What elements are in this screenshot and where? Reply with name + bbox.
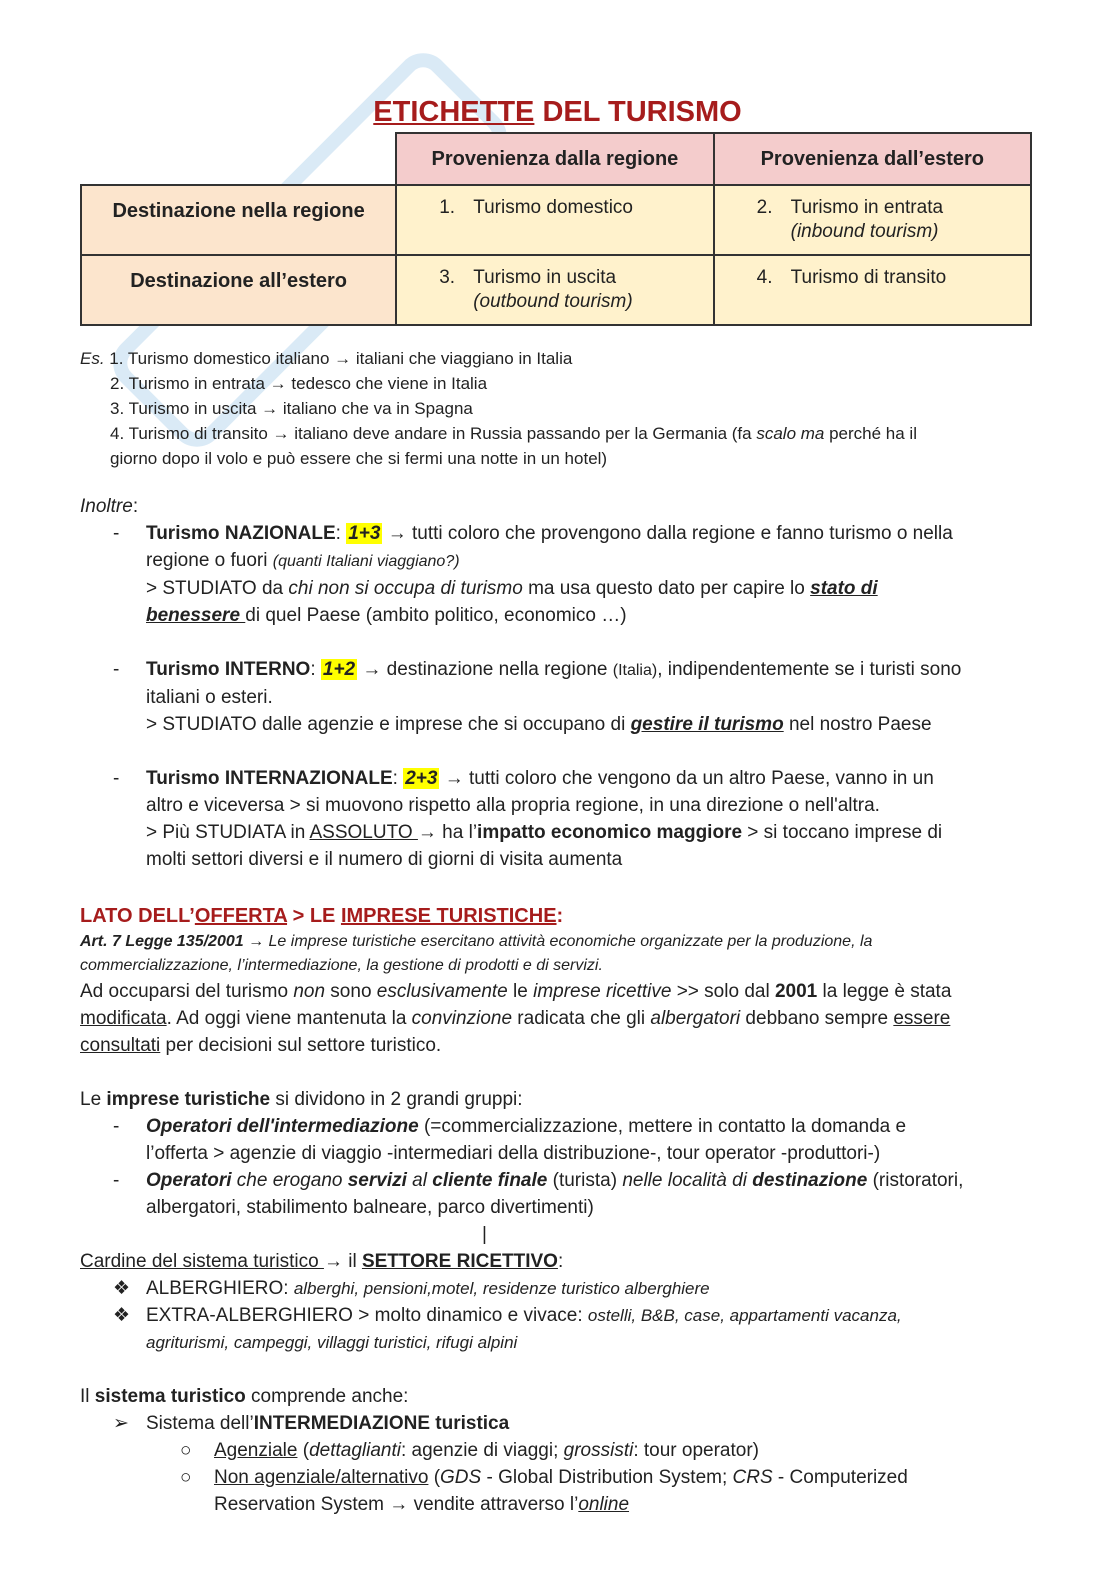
cell-domestic: 1. Turismo domestico: [396, 185, 713, 255]
page-title: ETICHETTE DEL TURISMO: [373, 96, 742, 128]
list-item-extra-alberghiero: ❖ EXTRA-ALBERGHIERO > molto dinamico e vivace: ostelli, B&B, case, appartamenti vacanza, agriturismi, campeggi, villaggi turistici, rifugi alpini: [80, 1302, 1035, 1356]
list-item-internazionale: - Turismo INTERNAZIONALE: 2+3 → tutti coloro che vengono da un altro Paese, vanno in un altro e viceversa > si muovono rispetto alla propria regione, in una direzione o nell'altra. > Più STUDIATA in ASSOLUTO → ha l’impatto economico maggiore > si toccano imprese di molti settori diversi e il numero di giorni di visita aumenta: [113, 768, 943, 870]
cell-inbound: 2. Turismo in entrata (inbound tourism): [714, 185, 1031, 255]
sistema-intro: Il sistema turistico comprende anche:: [80, 1386, 409, 1407]
cardine-line: Cardine del sistema turistico → il SETTORE RICETTIVO:: [80, 1251, 564, 1272]
diamond-bullet-icon: ❖: [113, 1278, 131, 1299]
list-item-interno: - Turismo INTERNO: 1+2 → destinazione nella regione (Italia), indipendentemente se i turisti sono italiani o esteri. > STUDIATO dalle agenzie e imprese che si occupano di gestire il turismo nel nostro Paese: [113, 659, 962, 735]
row-dest-region: Destinazione nella regione: [81, 185, 396, 255]
cell-outbound: 3. Turismo in uscita (outbound tourism): [396, 255, 713, 325]
pipe-separator: |: [482, 1224, 487, 1245]
cell-transit: 4. Turismo di transito: [714, 255, 1031, 325]
list-item-servizi: - Operatori che erogano servizi al cliente finale (turista) nelle località di destinazione (ristoratori, albergatori, stabilimento balneare, parco divertimenti): [113, 1170, 964, 1218]
law-quote: Art. 7 Legge 135/2001 → Le imprese turistiche esercitano attività economiche organizzate per la produzione, la commercializzazione, l’intermediazione, la gestione di prodotti e di servizi.: [80, 933, 873, 974]
list-item-nazionale: - Turismo NAZIONALE: 1+3 → tutti coloro che provengono dalla regione e fanno turismo o nella regione o fuori (quanti Italiani viaggiano?) > STUDIATO da chi non si occupa di turismo ma usa questo dato per capire lo stato di benessere di quel Paese (ambito politico, economico …): [113, 523, 953, 626]
list-item-non-agenziale: ○ Non agenziale/alternativo (GDS - Global Distribution System; CRS - Computerized Reservation System → vendite attraverso l’online: [80, 1464, 1035, 1518]
document-page: [80, 92, 1035, 1518]
circle-bullet-icon: ○: [180, 1467, 192, 1488]
gruppi-intro: Le imprese turistiche si dividono in 2 grandi gruppi:: [80, 1089, 523, 1110]
circle-bullet-icon: ○: [180, 1440, 192, 1461]
list-item-intermediazione: - Operatori dell'intermediazione (=commercializzazione, mettere in contatto la domanda e l’offerta > agenzie di viaggio -intermediari della distribuzione-, tour operator -produttori-): [113, 1116, 907, 1164]
list-item-alberghiero: ❖ ALBERGHIERO: alberghi, pensioni,motel, residenze turistico alberghiere: [80, 1275, 1035, 1302]
table-corner: [81, 133, 396, 185]
offerta-paragraph: Ad occuparsi del turismo non sono esclusivamente le imprese ricettive >> solo dal 2001 la legge è stata modificata. Ad oggi viene mantenuta la convinzione radicata che gli albergatori debbano sempre essere consultati per decisioni sul settore turistico.: [80, 981, 952, 1056]
section-heading-offerta: LATO DELL’OFFERTA > LE IMPRESE TURISTICHE:: [80, 905, 564, 927]
inoltre-label: Inoltre:: [80, 496, 139, 517]
row-dest-abroad: Destinazione all’estero: [81, 255, 396, 325]
list-item-agenziale: ○ Agenziale (dettaglianti: agenzie di viaggi; grossisti: tour operator): [80, 1437, 1035, 1464]
diamond-bullet-icon: ❖: [113, 1305, 131, 1326]
list-item-intermediazione-turistica: ➢ Sistema dell’INTERMEDIAZIONE turistica: [80, 1410, 1035, 1437]
arrow-bullet-icon: ➢: [113, 1413, 129, 1434]
header-from-abroad: Provenienza dall’estero: [714, 133, 1031, 185]
tourism-labels-table: [80, 132, 1032, 326]
header-from-region: Provenienza dalla regione: [396, 133, 713, 185]
examples-block: Es. 1. Turismo domestico italiano → italiani che viaggiano in Italia 2. Turismo in entrata → tedesco che viene in Italia 3. Turismo in uscita → italiano che va in Spagna 4. Turismo di transito → italiano deve andare in Russia passando per la Germania (fa scalo ma perché ha il giorno dopo il volo e può essere che si fermi una notte in un hotel): [80, 349, 917, 468]
